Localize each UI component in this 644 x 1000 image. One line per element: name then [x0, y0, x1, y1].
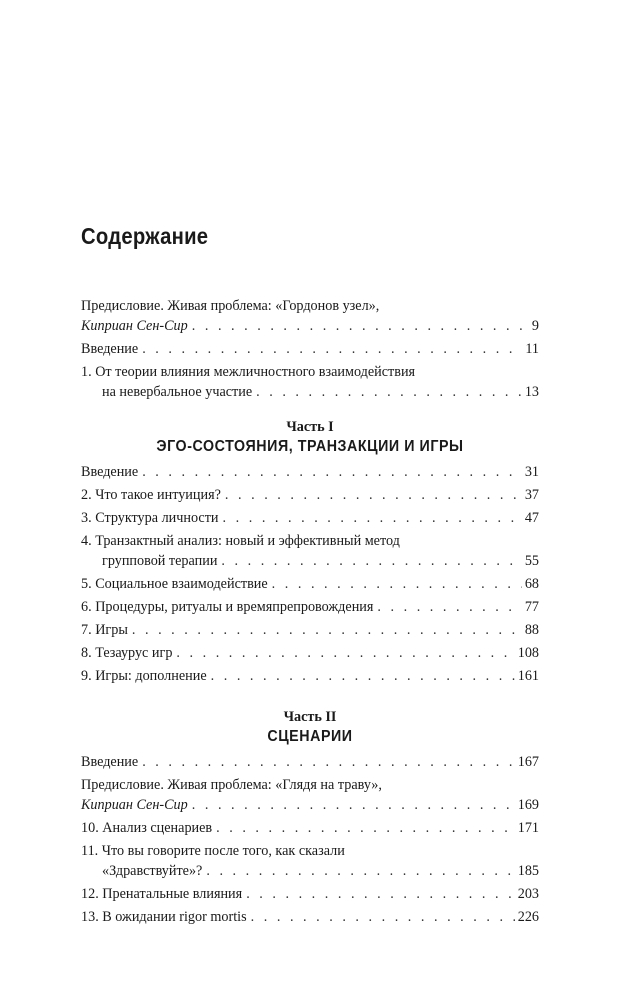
- leader-dots: [251, 907, 515, 927]
- toc-page-number: 203: [517, 886, 539, 902]
- toc-entry: [81, 752, 539, 772]
- toc-entry-title: 9. Игры: дополнение: [81, 668, 207, 684]
- toc-page-number: 11: [525, 341, 539, 357]
- toc-entry: [81, 666, 539, 686]
- leader-dots: [256, 382, 522, 402]
- toc-entry: [81, 643, 539, 663]
- toc-entry-title: 3. Структура личности: [81, 510, 219, 526]
- toc-entry: [81, 620, 539, 640]
- part-title: СЦЕНАРИИ: [267, 728, 353, 745]
- toc-entry-title: 5. Социальное взаимодействие: [81, 576, 268, 592]
- part-label: Часть I: [286, 419, 334, 435]
- toc-page-number: 31: [524, 464, 539, 480]
- leader-dots: [377, 597, 521, 617]
- toc-entry-title: 12. Пренатальные влияния: [81, 886, 243, 902]
- toc-entry-line: Предисловие. Живая проблема: «Глядя на траву»,: [81, 777, 382, 793]
- leader-dots: [176, 643, 514, 663]
- toc-entry-title: «Здравствуйте»?: [102, 863, 203, 879]
- toc-entry-title: 7. Игры: [81, 622, 128, 638]
- toc-entry: [81, 775, 539, 815]
- toc-entry: [81, 597, 539, 617]
- toc-entry-author: Киприан Сен-Сир: [81, 318, 188, 334]
- toc-entry: [81, 884, 539, 904]
- part-title: ЭГО-СОСТОЯНИЯ, ТРАНЗАКЦИИ И ИГРЫ: [156, 438, 464, 455]
- toc-page-number: 77: [524, 599, 539, 615]
- toc-entry: [81, 362, 539, 402]
- leader-dots: [206, 861, 514, 881]
- toc-entry: [81, 841, 539, 881]
- toc-entry-title: 2. Что такое интуиция?: [81, 487, 221, 503]
- toc-entry-title: на невербальное участие: [102, 384, 253, 400]
- toc-entry-line: 4. Транзактный анализ: новый и эффективный метод: [81, 533, 400, 549]
- toc-page-number: 161: [517, 668, 539, 684]
- toc-entry-title: 6. Процедуры, ритуалы и времяпрепровождения: [81, 599, 374, 615]
- leader-dots: [225, 485, 522, 505]
- toc-page-number: 37: [524, 487, 539, 503]
- toc-entry: [81, 818, 539, 838]
- toc-entry: [81, 339, 539, 359]
- leader-dots: [211, 666, 515, 686]
- toc-page-number: 185: [517, 863, 539, 879]
- page-title: Содержание: [81, 223, 209, 249]
- toc-entry-title: Введение: [81, 341, 139, 357]
- toc-entry-line: Предисловие. Живая проблема: «Гордонов узел»,: [81, 298, 380, 314]
- toc-entry: [81, 907, 539, 927]
- leader-dots: [192, 795, 515, 815]
- toc-entry-title: Введение: [81, 464, 139, 480]
- leader-dots: [142, 752, 515, 772]
- toc-page-number: 13: [524, 384, 539, 400]
- part-label: Часть II: [283, 709, 337, 725]
- toc-entry-line: 1. От теории влияния межличностного взаимодействия: [81, 364, 416, 380]
- toc-entry-author: Киприан Сен-Сир: [81, 797, 188, 813]
- table-of-contents: [81, 296, 539, 927]
- toc-page-number: 108: [517, 645, 539, 661]
- leader-dots: [272, 574, 522, 594]
- toc-entry-line: 11. Что вы говорите после того, как сказали: [81, 843, 345, 859]
- toc-entry: [81, 508, 539, 528]
- toc-page-number: 88: [524, 622, 539, 638]
- leader-dots: [132, 620, 522, 640]
- leader-dots: [216, 818, 515, 838]
- leader-dots: [142, 462, 522, 482]
- leader-dots: [142, 339, 522, 359]
- toc-entry-title: 10. Анализ сценариев: [81, 820, 213, 836]
- toc-page-number: 171: [517, 820, 539, 836]
- toc-entry: [81, 574, 539, 594]
- toc-entry: [81, 462, 539, 482]
- toc-entry: [81, 531, 539, 571]
- toc-entry-title: групповой терапии: [102, 553, 218, 569]
- toc-entry-title: 13. В ожидании rigor mortis: [81, 909, 247, 925]
- toc-page-number: 9: [531, 318, 539, 334]
- toc-entry: [81, 296, 539, 336]
- toc-page-number: 167: [517, 754, 539, 770]
- leader-dots: [221, 551, 521, 571]
- toc-page-number: 169: [517, 797, 539, 813]
- leader-dots: [246, 884, 515, 904]
- toc-page-number: 47: [524, 510, 539, 526]
- toc-page-number: 55: [524, 553, 539, 569]
- toc-entry-title: Введение: [81, 754, 139, 770]
- toc-page-number: 68: [524, 576, 539, 592]
- toc-entry-title: 8. Тезаурус игр: [81, 645, 173, 661]
- leader-dots: [192, 316, 529, 336]
- toc-page-number: 226: [517, 909, 539, 925]
- toc-entry: [81, 485, 539, 505]
- leader-dots: [223, 508, 522, 528]
